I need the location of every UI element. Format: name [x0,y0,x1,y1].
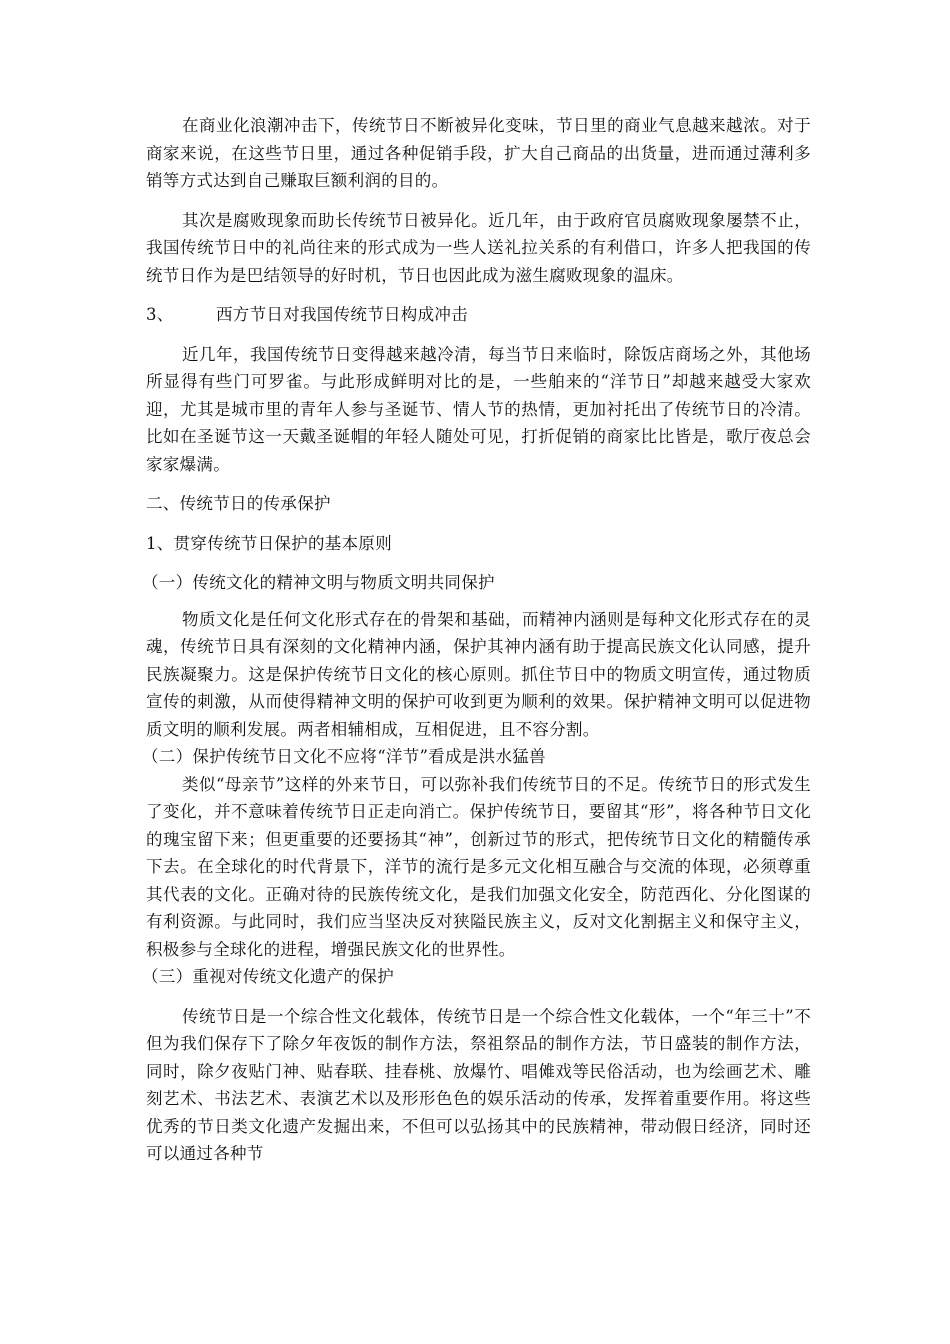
section-heading-protection: 二、传统节日的传承保护 [146,494,331,513]
paragraph-heritage: 传统节日是一个综合性文化载体，传统节日是一个综合性文化载体，一个“年三十”不但为我们保存下了除夕年夜饭的制作方法，祭祖祭品的制作方法，节日盛装的制作方法，同时，除夕夜贴门神、贴春联、挂春桃、放爆竹、唱傩戏等民俗活动，也为绘画艺术、雕刻艺术、书法艺术、表演艺术以及形形色色的娱乐活动的传承，发挥着重要作用。将这些优秀的节日类文化遗产发掘出来，不但可以弘扬其中的民族精神，带动假日经济，同时还可以通过各种节 [146,1006,811,1163]
paragraph-mothers-day: 类似“母亲节”这样的外来节日，可以弥补我们传统节日的不足。传统节日的形式发生了变化，并不意味着传统节日正走向消亡。保护传统节日，要留其“形”，将各种节日文化的瑰宝留下来；但更重要的还要扬其“神”，创新过节的形式，把传统节日文化的精髓传承下去。在全球化的时代背景下，洋节的流行是多元文化相互融合与交流的体现，必须尊重其代表的文化。正确对待的民族传统文化，是我们加强文化安全，防范西化、分化图谋的有利资源。与此同时，我们应当坚决反对狭隘民族主义，反对文化割据主义和保守主义，积极参与全球化的进程，增强民族文化的世界性。 [146,774,811,959]
heading-basic-principles: 1、贯穿传统节日保护的基本原则 [146,533,392,553]
paragraph-corruption: 其次是腐败现象而助长传统节日被异化。近几年，由于政府官员腐败现象屡禁不止，我国传统节日中的礼尚往来的形式成为一些人送礼拉关系的有利借口，许多人把我国的传统节日作为是巴结领导的好时机，节日也因此成为滋生腐败现象的温床。 [146,210,811,285]
document-body [142,112,811,1168]
paragraph-material-culture: 物质文化是任何文化形式存在的骨架和基础，而精神内涵则是每种文化形式存在的灵魂，传统节日具有深刻的文化精神内涵，保护其神内涵有助于提高民族文化认同感，提升民族凝聚力。这是保护传统节日文化的核心原则。抓住节日中的物质文明宣传，通过物质宣传的刺激，从而使得精神文明的保护可收到更为顺利的效果。保护精神文明可以促进物质文明的顺利发展。两者相辅相成，互相促进，且不容分割。 [146,609,811,739]
heading-text: 西方节日对我国传统节日构成冲击 [216,305,468,324]
paragraph-commercialization: 在商业化浪潮冲击下，传统节日不断被异化变味，节日里的商业气息越来越浓。对于商家来说，在这些节日里，通过各种促销手段，扩大自己商品的出货量，进而通过薄利多销等方式达到自己赚取巨额利润的目的。 [146,116,811,190]
paragraph-western-impact: 近几年，我国传统节日变得越来越冷清，每当节日来临时，除饭店商场之外，其他场所显得有些门可罗雀。与此形成鲜明对比的是，一些舶来的“洋节日”却越来越受大家欢迎，尤其是城市里的青年人参与圣诞节、情人节的热情，更加衬托出了传统节日的冷清。比如在圣诞节这一天戴圣诞帽的年轻人随处可见，打折促销的商家比比皆是，歌厅夜总会家家爆满。 [146,344,811,474]
heading-number: 3、 [146,305,174,324]
subheading-foreign-festivals: （二）保护传统节日文化不应将“洋节”看成是洪水猛兽 [142,747,546,766]
subheading-spiritual-material: （一）传统文化的精神文明与物质文明共同保护 [142,573,495,592]
subheading-cultural-heritage: （三）重视对传统文化遗产的保护 [142,967,394,986]
heading-western-festivals [146,301,811,329]
